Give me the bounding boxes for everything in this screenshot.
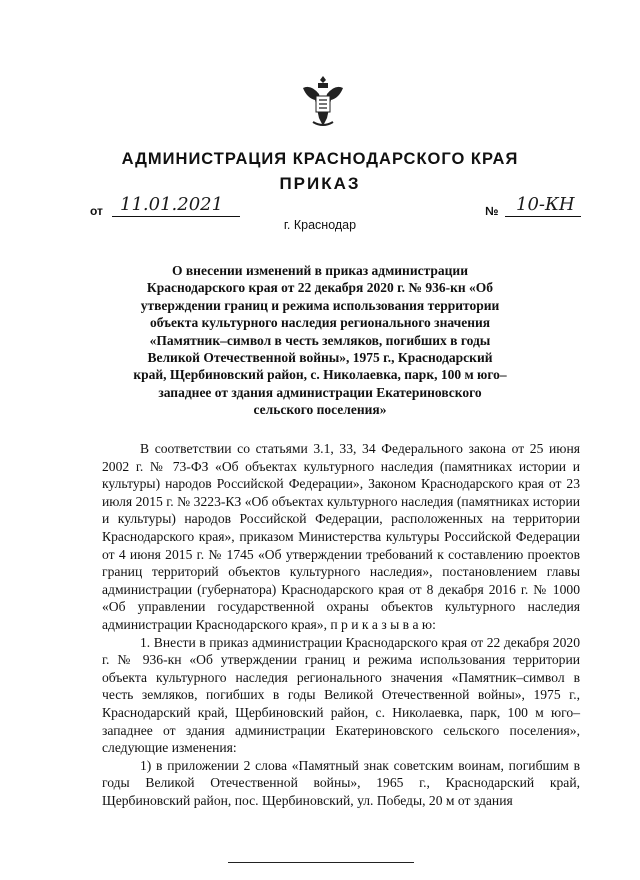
document-title: О внесении изменений в приказ администрации Краснодарского края от 22 декабря 2020 г. № 936-кн «Об утверждении границ и режима использования территории объекта культурного наследия регионального значения «Памятник–символ в честь земляков, погибших в годы Великой Отечественной войны», 1975 г., Краснодарский край, Щербиновский район, с. Николаевка, парк, 100 м юго–западнее от здания администрации Екатериновского сельского поселения»	[133, 263, 507, 418]
city-name: г. Краснодар	[283, 218, 357, 232]
item-1-paragraph: 1. Внести в приказ администрации Краснодарского края от 22 декабря 2020 г. № 936-кн «Об утверждении границ и режима использования территории объекта культурного наследия регионального значения «Памятник–символ в честь земляков, погибших в годы Великой Отечественной войны», 1975 г., Краснодарский край, Щербиновский район, с. Николаевка, парк, 100 м юго–западнее от здания администрации Екатериновского сельского поселения», следующие изменения:	[102, 634, 580, 756]
date-label: от	[90, 204, 103, 218]
handwritten-number: 10-КН	[516, 194, 575, 215]
number-label: №	[485, 204, 499, 218]
organization-name: АДМИНИСТРАЦИЯ КРАСНОДАРСКОГО КРАЯ	[121, 150, 519, 168]
coat-of-arms-emblem	[299, 74, 347, 130]
document-type: ПРИКАЗ	[279, 174, 361, 193]
handwritten-date: 11.01.2021	[120, 194, 224, 215]
document-body	[102, 440, 580, 809]
subitem-1-paragraph: 1) в приложении 2 слова «Памятный знак советским воинам, погибшим в годы Великой Отечественной войны», 1965 г., Краснодарский край, Щербиновский район, пос. Щербиновский, ул. Победы, 20 м от здания	[102, 757, 580, 808]
date-underline	[112, 216, 240, 217]
footer-divider	[228, 862, 414, 863]
number-underline	[505, 216, 581, 217]
preamble-paragraph: В соответствии со статьями 3.1, 33, 34 Федерального закона от 25 июня 2002 г. № 73-ФЗ «Об объектах культурного наследия (памятниках истории и культуры) народов Российской Федерации», Законом Краснодарского края от 23 июля 2015 г. № 3223-КЗ «Об объектах культурного наследия (памятниках истории и культуры) народов Российской Федерации, расположенных на территории Краснодарского края», приказом Министерства культуры Российской Федерации от 4 июня 2015 г. № 1745 «Об утверждении требований к составлению проектов границ территорий объектов культурного наследия», постановлением главы администрации (губернатора) Краснодарского края от 8 декабря 2016 г. № 1000 «Об управлении государственной охраны объектов культурного наследия администрации Краснодарского края», п р и к а з ы в а ю:	[102, 441, 580, 632]
